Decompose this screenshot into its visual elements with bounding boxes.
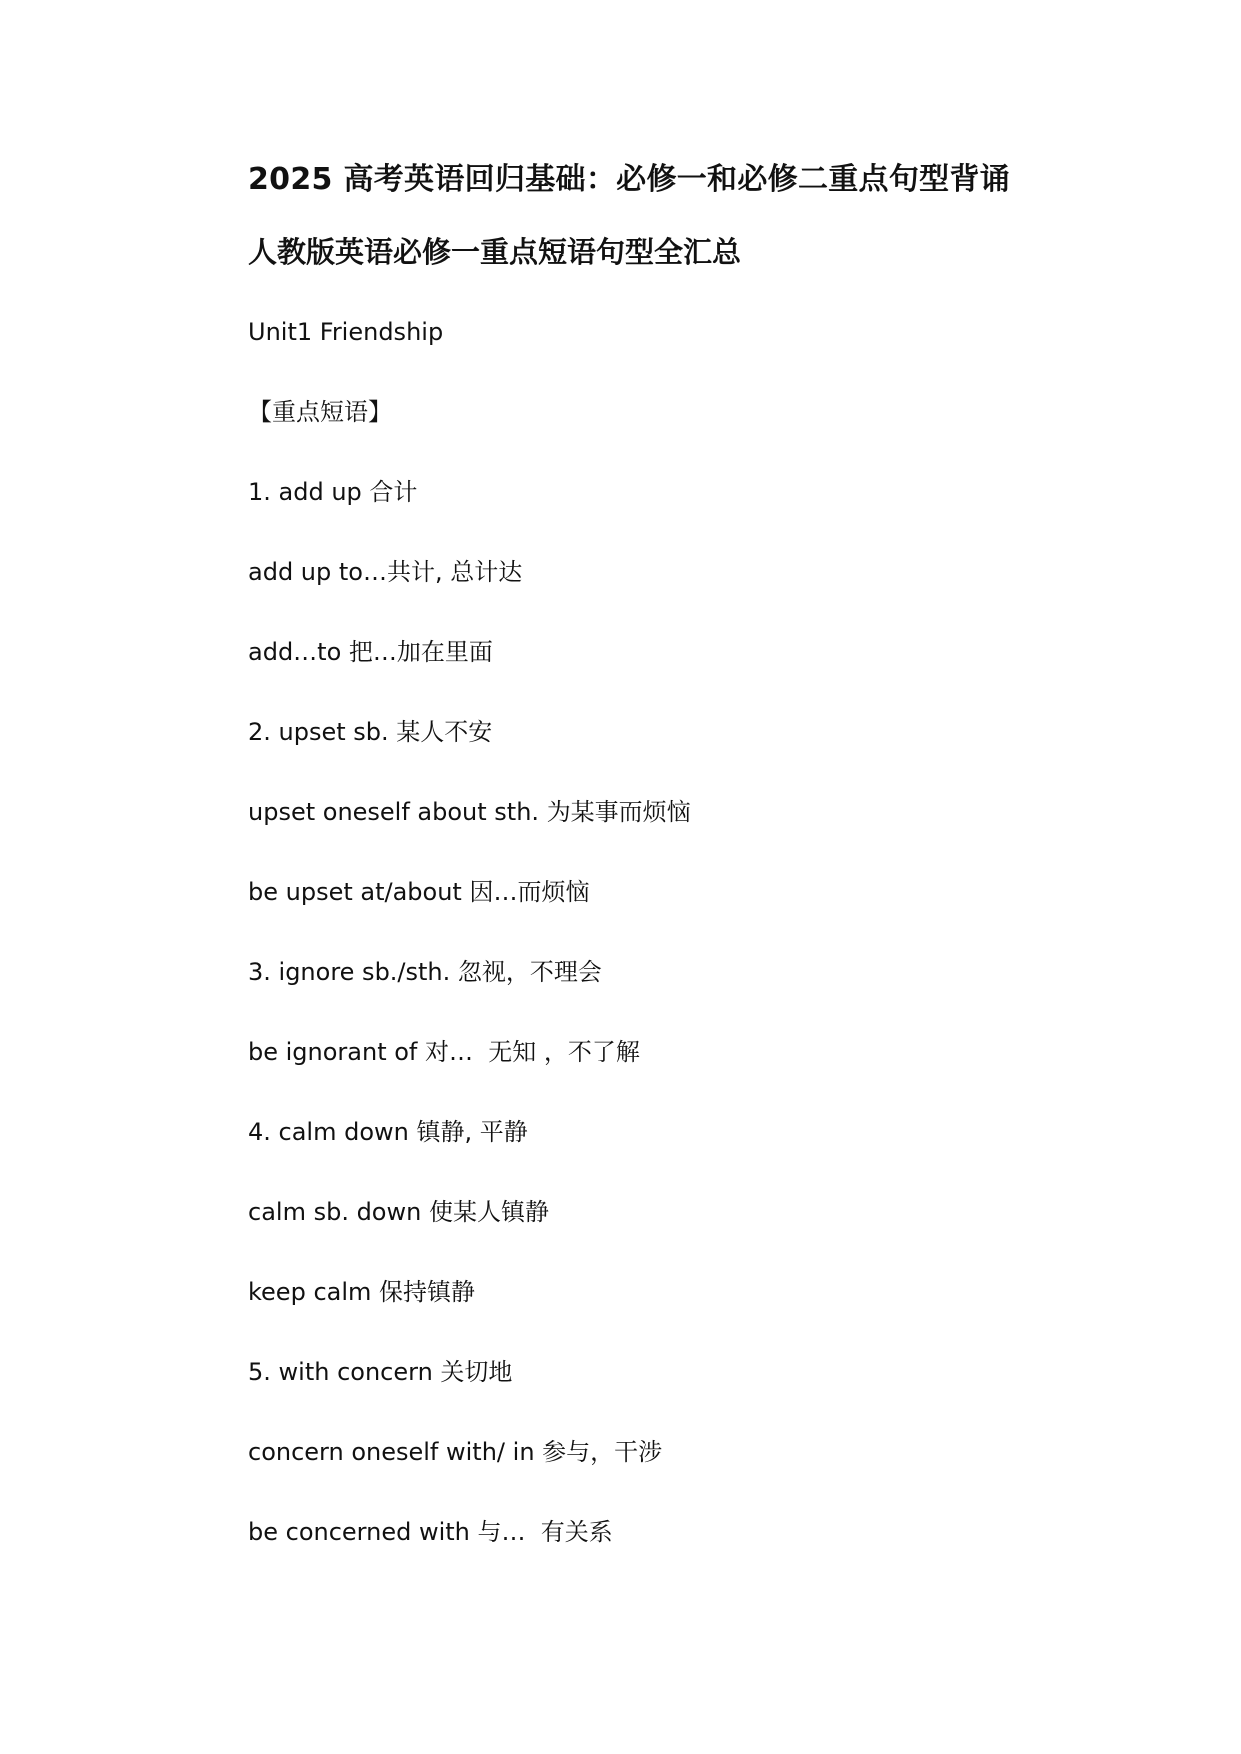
document-subtitle: 人教版英语必修一重点短语句型全汇总 [248, 235, 742, 269]
phrase-line: 5. with concern 关切地 [248, 1358, 513, 1386]
section-label: 【重点短语】 [248, 398, 392, 426]
document-content [248, 160, 1148, 1552]
phrase-line: 1. add up 合计 [248, 478, 418, 506]
phrase-line: 2. upset sb. 某人不安 [248, 718, 493, 746]
phrase-line: concern oneself with/ in 参与，干涉 [248, 1438, 663, 1466]
phrase-line: keep calm 保持镇静 [248, 1278, 476, 1306]
phrase-line: add…to 把…加在里面 [248, 638, 493, 666]
phrase-line: 4. calm down 镇静, 平静 [248, 1118, 528, 1146]
phrase-line: be concerned with 与… 有关系 [248, 1518, 613, 1546]
phrase-line: add up to…共计, 总计达 [248, 558, 523, 586]
document-title: 2025 高考英语回归基础：必修一和必修二重点句型背诵 [248, 162, 1011, 197]
unit-heading: Unit1 Friendship [248, 318, 444, 346]
phrase-line: 3. ignore sb./sth. 忽视，不理会 [248, 958, 602, 986]
phrase-line: calm sb. down 使某人镇静 [248, 1198, 549, 1226]
phrase-line: be upset at/about 因…而烦恼 [248, 878, 590, 906]
phrase-line: be ignorant of 对… 无知 ，不了解 [248, 1038, 640, 1066]
phrase-line: upset oneself about sth. 为某事而烦恼 [248, 798, 691, 826]
